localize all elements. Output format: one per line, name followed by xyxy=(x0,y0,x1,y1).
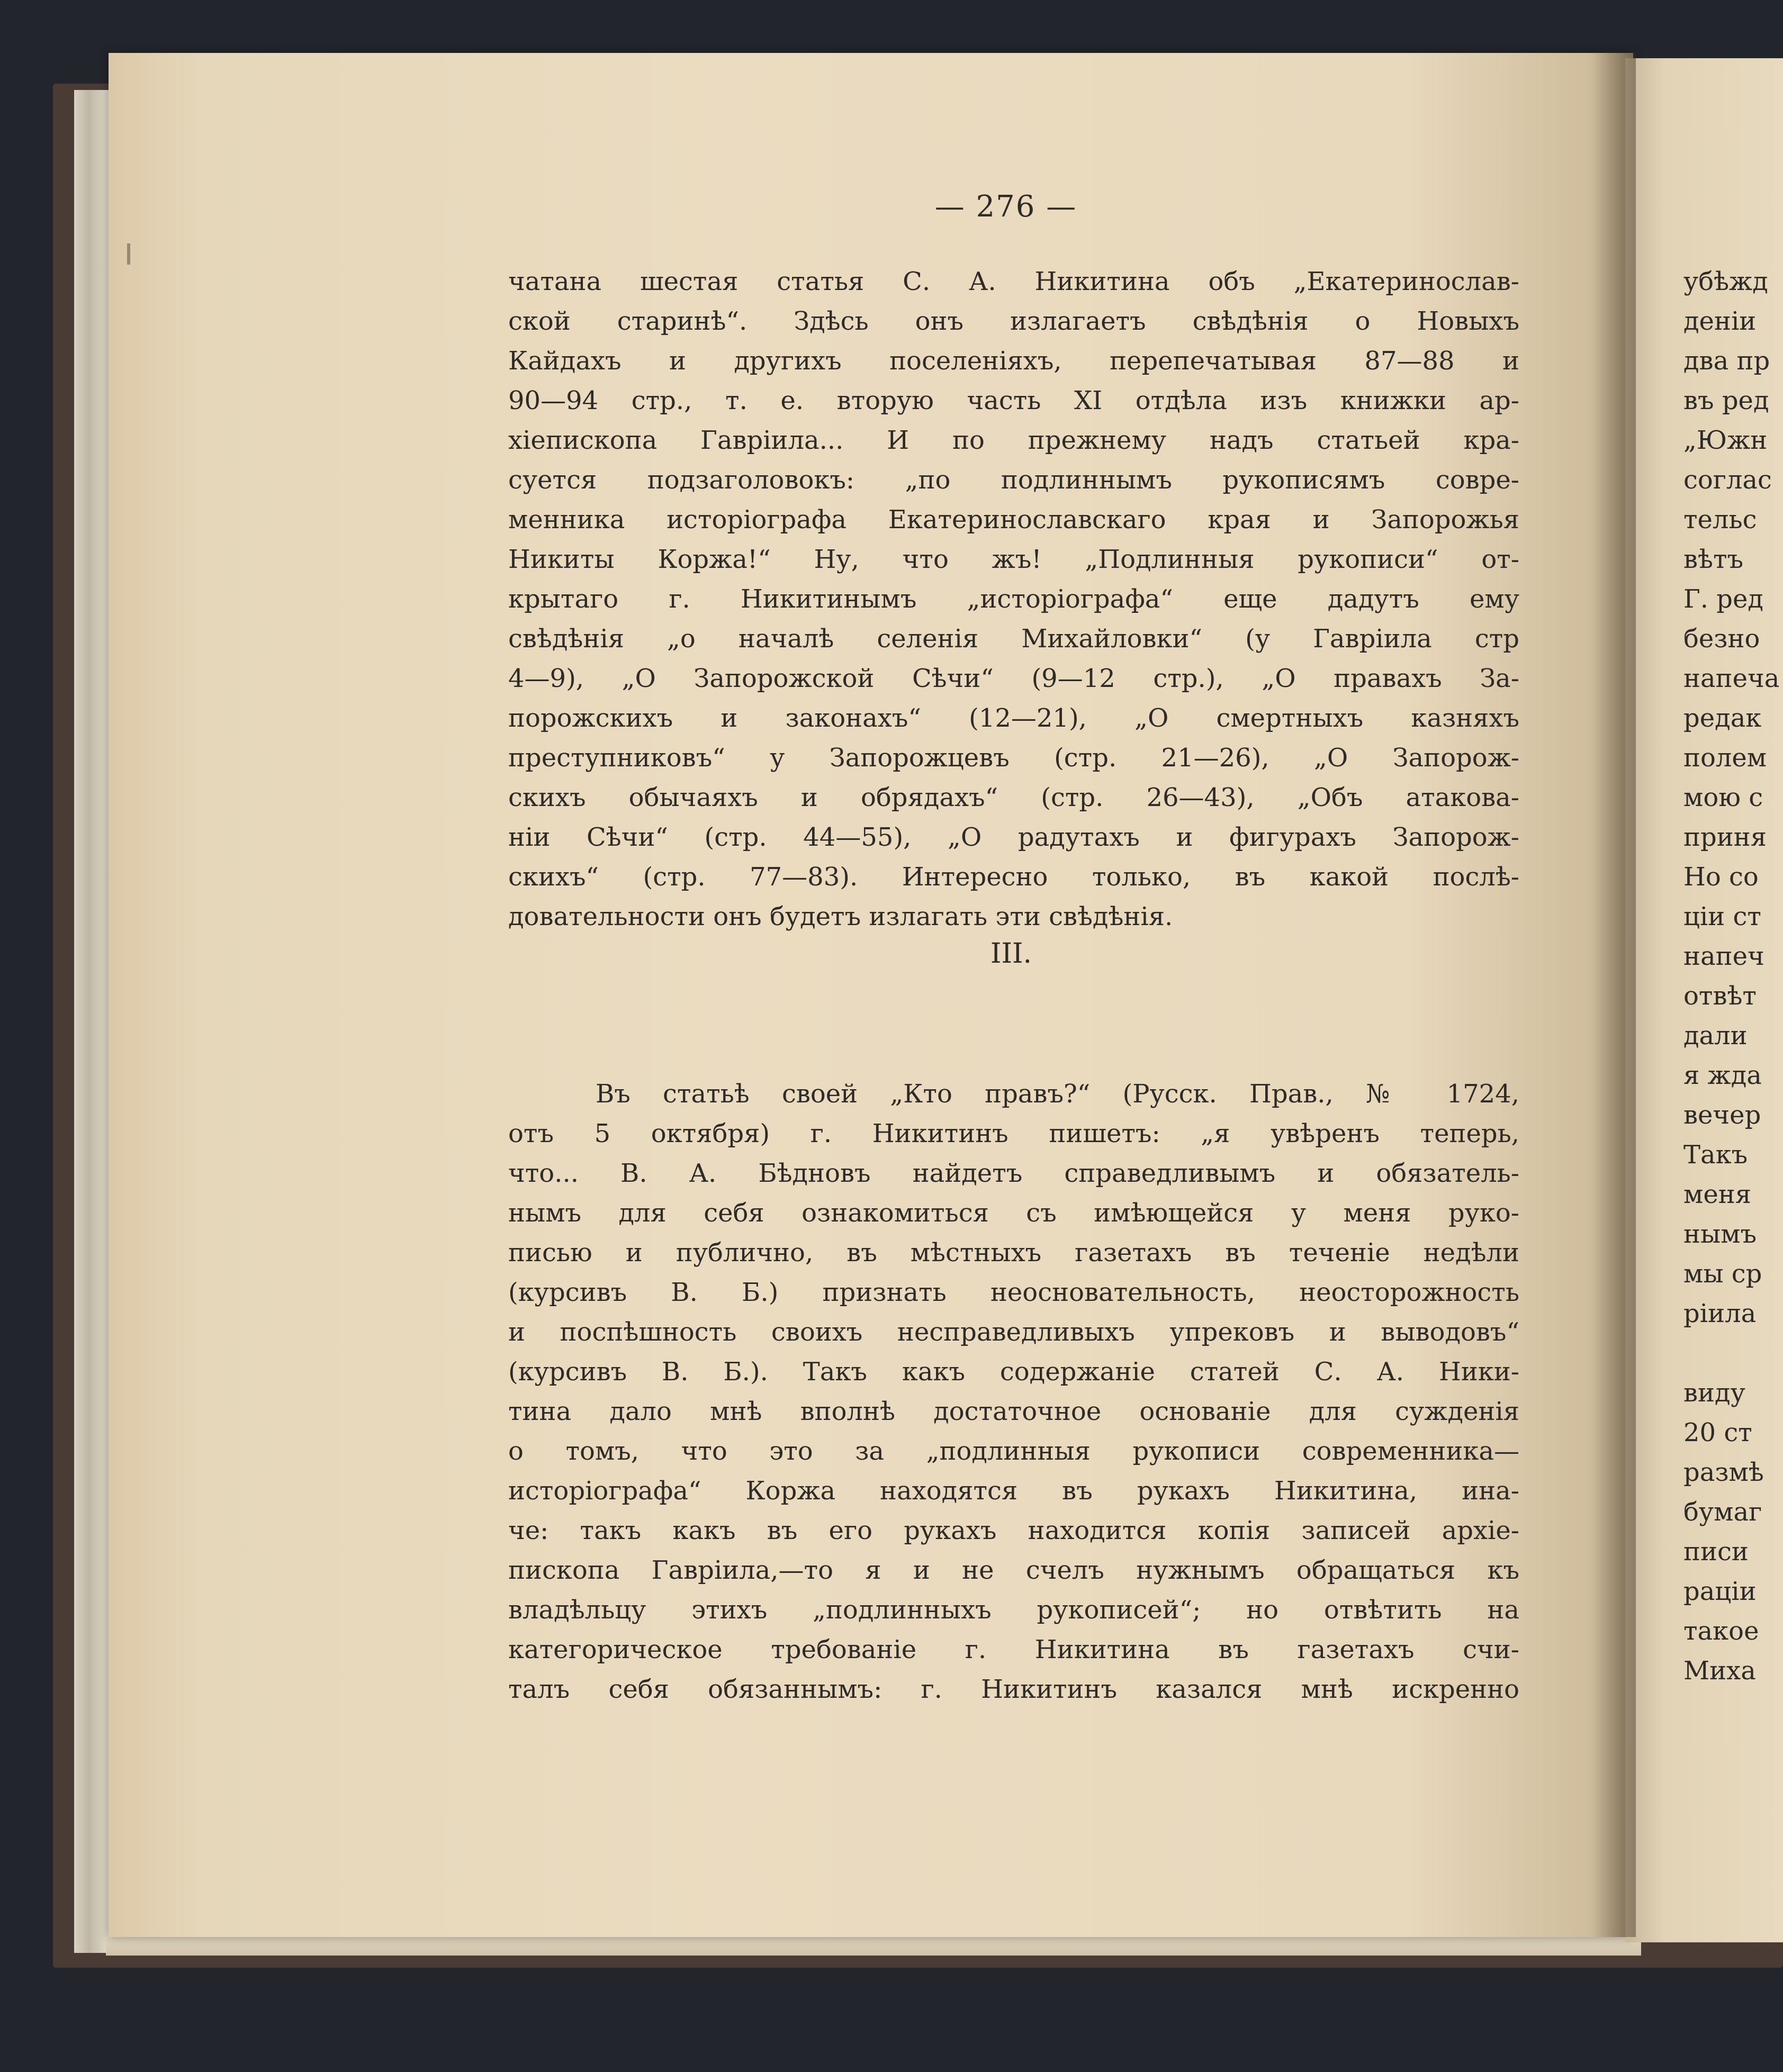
text-line: (курсивъ В. Б.) признать неосновательность, неосторожность xyxy=(508,1278,1519,1307)
page-number: — 276 — xyxy=(934,189,1077,224)
text-line-fragment: напеча xyxy=(1683,664,1780,693)
text-line-fragment: деніи xyxy=(1683,306,1757,336)
book-gutter-shadow xyxy=(1593,53,1636,1937)
text-line: че: такъ какъ въ его рукахъ находится копія записей архіе- xyxy=(508,1516,1519,1545)
text-line: отъ 5 октября) г. Никитинъ пишетъ: „я увѣренъ теперь, xyxy=(508,1119,1519,1148)
text-line: категорическое требованіе г. Никитина въ газетахъ счи- xyxy=(508,1635,1519,1664)
text-line-fragment: приня xyxy=(1683,822,1767,852)
text-line: скихъ“ (стр. 77—83). Интересно только, въ какой послѣ- xyxy=(508,862,1519,892)
text-line: о томъ, что это за „подлинныя рукописи современника— xyxy=(508,1436,1519,1466)
binding-mark xyxy=(127,243,130,265)
text-line-fragment: полем xyxy=(1683,743,1767,773)
text-line-fragment: меня xyxy=(1683,1180,1752,1209)
section-heading: III. xyxy=(990,938,1032,970)
text-line-fragment: убѣжд xyxy=(1683,267,1768,296)
text-line: порожскихъ и законахъ“ (12—21), „О смертныхъ казняхъ xyxy=(508,703,1519,733)
text-line: менника исторіографа Екатеринославскаго края и Запорожья xyxy=(508,505,1519,535)
text-line-fragment: вечер xyxy=(1683,1100,1761,1130)
text-line: преступниковъ“ у Запорожцевъ (стр. 21—26), „О Запорож- xyxy=(508,743,1519,773)
text-line-fragment: два пр xyxy=(1683,346,1770,376)
text-line-fragment: „Южн xyxy=(1683,426,1768,455)
text-line: суется подзаголовокъ: „по подлиннымъ рукописямъ совре- xyxy=(508,465,1519,495)
text-line-fragment: Миха xyxy=(1683,1656,1756,1686)
text-line-fragment: Такъ xyxy=(1683,1140,1748,1170)
text-line-fragment: я жда xyxy=(1683,1061,1762,1090)
right-page-text-fragment xyxy=(1683,262,1783,1691)
text-line-fragment: Но со xyxy=(1683,862,1759,892)
text-line-fragment: мою с xyxy=(1683,783,1763,812)
text-line-fragment: писи xyxy=(1683,1537,1749,1567)
text-line-fragment: раціи xyxy=(1683,1577,1757,1606)
text-line-fragment: мы ср xyxy=(1683,1259,1762,1289)
text-line-fragment: соглас xyxy=(1683,465,1772,495)
text-line: хіепископа Гавріила... И по прежнему надъ статьей кра- xyxy=(508,426,1519,455)
text-line-fragment: отвѣт xyxy=(1683,981,1757,1011)
text-line: чатана шестая статья С. А. Никитина объ „Екатеринослав- xyxy=(508,267,1519,296)
text-line: и поспѣшность своихъ несправедливыхъ упрековъ и выводовъ“ xyxy=(508,1317,1519,1347)
paragraph-gap xyxy=(1683,1334,1783,1373)
text-line: скихъ обычаяхъ и обрядахъ“ (стр. 26—43), „Объ атакова- xyxy=(508,783,1519,812)
text-line: тина дало мнѣ вполнѣ достаточное основаніе для сужденія xyxy=(508,1397,1519,1426)
text-line: Никиты Коржа!“ Ну, что жъ! „Подлинныя рукописи“ от- xyxy=(508,545,1519,574)
text-line-fragment: въ ред xyxy=(1683,386,1769,415)
text-line-fragment: вѣтъ xyxy=(1683,545,1744,574)
text-line-fragment: такое xyxy=(1683,1616,1759,1646)
paragraph-section-iii xyxy=(508,1074,1519,1709)
text-line-fragment: тельс xyxy=(1683,505,1757,535)
text-line: 90—94 стр., т. е. вторую часть XI отдѣла изъ книжки ар- xyxy=(508,386,1519,415)
text-line-fragment: редак xyxy=(1683,703,1762,733)
text-line-fragment: дали xyxy=(1683,1021,1748,1051)
text-line: 4—9), „О Запорожской Сѣчи“ (9—12 стр.), „О правахъ За- xyxy=(508,664,1519,693)
text-line-fragment: размѣ xyxy=(1683,1458,1764,1487)
text-line-fragment: виду xyxy=(1683,1378,1745,1408)
text-line: пископа Гавріила,—то я и не счелъ нужнымъ обращаться къ xyxy=(508,1555,1519,1585)
text-line-fragment: ріила xyxy=(1683,1299,1757,1328)
paragraph-continued xyxy=(508,262,1519,937)
text-line-fragment: ціи ст xyxy=(1683,902,1761,931)
text-line: (курсивъ В. Б.). Такъ какъ содержаніе статей С. А. Ники- xyxy=(508,1357,1519,1387)
text-line-fragment: безно xyxy=(1683,624,1760,654)
text-line: ской старинѣ“. Здѣсь онъ излагаетъ свѣдѣнія о Новыхъ xyxy=(508,306,1519,336)
page-edges-bottom xyxy=(106,1934,1641,1956)
text-line: крытаго г. Никитинымъ „исторіографа“ еще дадутъ ему xyxy=(508,584,1519,614)
page-edges-left xyxy=(74,90,111,1953)
text-line: владѣльцу этихъ „подлинныхъ рукописей“; но отвѣтить на xyxy=(508,1595,1519,1625)
text-line: исторіографа“ Коржа находятся въ рукахъ Никитина, ина- xyxy=(508,1476,1519,1506)
text-line-fragment: Г. ред xyxy=(1683,584,1763,614)
text-line: писью и публично, въ мѣстныхъ газетахъ въ теченіе недѣли xyxy=(508,1238,1519,1268)
text-line: Кайдахъ и другихъ поселеніяхъ, перепечатывая 87—88 и xyxy=(508,346,1519,376)
text-line: довательности онъ будетъ излагать эти свѣдѣнія. xyxy=(508,902,1173,931)
text-line-fragment: напеч xyxy=(1683,942,1764,971)
text-line-fragment: 20 ст xyxy=(1683,1418,1752,1447)
text-line: что... В. А. Бѣдновъ найдетъ справедливымъ и обязатель- xyxy=(508,1159,1519,1188)
text-line-fragment: нымъ xyxy=(1683,1219,1757,1249)
text-line: ніи Сѣчи“ (стр. 44—55), „О радутахъ и фигурахъ Запорож- xyxy=(508,822,1519,852)
text-line: нымъ для себя ознакомиться съ имѣющейся у меня руко- xyxy=(508,1198,1519,1228)
text-line: свѣдѣнія „о началѣ селенія Михайловки“ (у Гавріила стр xyxy=(508,624,1519,654)
text-line-fragment: бумаг xyxy=(1683,1497,1762,1527)
text-line: талъ себя обязаннымъ: г. Никитинъ казался мнѣ искренно xyxy=(508,1675,1519,1704)
text-line: Въ статьѣ своей „Кто правъ?“ (Русск. Прав., № 1724, xyxy=(596,1079,1519,1109)
